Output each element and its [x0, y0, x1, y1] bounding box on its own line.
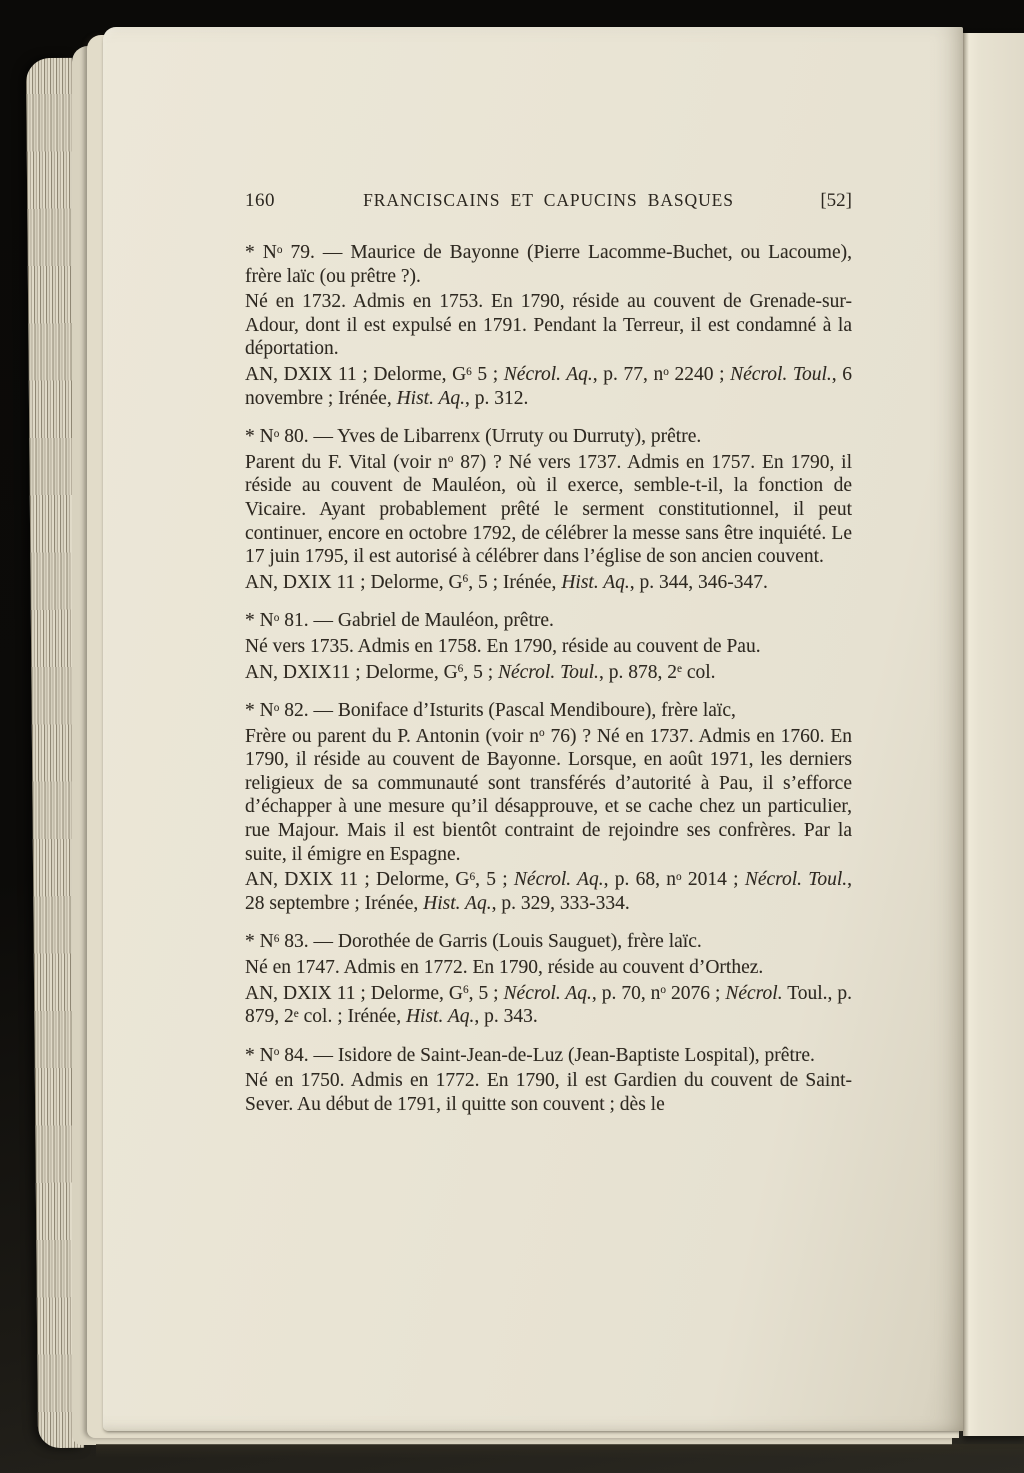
entry-heading — [245, 699, 852, 723]
text-segment: Né en 1732. Admis en 1753. En 1790, réside au couvent de Grenade-sur-Adour, dont il est expulsé en 1791. Pendant la Terreur, il est condamné à la déportation. — [245, 291, 852, 360]
entry-references — [245, 982, 852, 1029]
text-segment: 76) ? Né en 1737. Admis en 1760. En 1790, il réside au couvent de Bayonne. Lorsque, en août 1971, les derniers religieux de sa communauté sont transférés d’autorité à Pau, il s’efforce d’échapper à une mesure qu’il désapprouve, et se cache chez un particulier, rue Majour. Mais il est bientôt contraint de rejoindre ses confrères. Par la suite, il émigre en Espagne. — [245, 725, 852, 865]
text-segment: Né vers 1735. Admis en 1758. En 1790, réside au couvent de Pau. — [245, 635, 761, 657]
register-entry — [245, 699, 852, 915]
text-segment: 82. — Boniface d’Isturits (Pascal Mendiboure), frère laïc, — [279, 700, 736, 722]
text-segment: 79. — Maurice de Bayonne (Pierre Lacomme-Buchet, ou Lacoume), frère laïc (ou prêtre ?). — [245, 242, 852, 287]
entries — [245, 241, 852, 1132]
text-segment: * N — [245, 931, 274, 953]
text-segment: Hist. Aq. — [405, 1006, 475, 1028]
text-segment: , p. 68, n — [603, 869, 676, 891]
entry-references — [245, 661, 852, 685]
entry-body — [245, 956, 852, 980]
text-segment: 87) ? Né vers 1737. Admis en 1757. En 1790, il réside au couvent de Mauléon, où il exerce, semble-t-il, la fonction de Vicaire. Ayant probablement prêté le serment constitutionnel, il peut continuer, encore en octobre 1792, de célébrer la messe sans être inquiété. Le 17 juin 1795, il est autorisé à célébrer dans l’église de son ancien couvent. — [245, 451, 852, 568]
entry-paragraph — [245, 956, 852, 980]
text-segment: Hist. Aq. — [423, 892, 492, 914]
column-reference: [52] — [820, 190, 852, 211]
entry-paragraph — [245, 290, 852, 361]
text-segment: e — [676, 663, 682, 676]
text-segment: Nécrol. Aq. — [513, 869, 604, 891]
text-segment: * N — [245, 242, 277, 263]
entry-paragraph — [245, 725, 852, 867]
text-segment: o — [660, 984, 667, 997]
entry-paragraph — [245, 451, 852, 569]
text-segment: Frère ou parent du P. Antonin (voir n — [245, 725, 539, 747]
book-page — [103, 27, 963, 1431]
adjacent-page — [963, 33, 1024, 1436]
register-entry — [245, 930, 852, 1028]
text-segment: * N — [245, 610, 274, 632]
text-segment: Né en 1747. Admis en 1772. En 1790, réside au couvent d’Orthez. — [245, 957, 764, 979]
text-segment: Nécrol. Toul. — [744, 869, 848, 891]
text-segment: 6 — [273, 933, 280, 946]
text-segment: Né en 1750. Admis en 1772. En 1790, il est Gardien du couvent de Saint-Sever. Au début de 1791, il quitte son couvent ; dès le — [245, 1070, 852, 1115]
entry-heading — [245, 609, 852, 633]
text-segment: , p. 343. — [474, 1006, 538, 1028]
entry-paragraph — [245, 635, 852, 659]
entry-body — [245, 725, 852, 867]
text-segment: , 5 ; — [475, 869, 514, 891]
page-number: 160 — [245, 190, 275, 211]
text-segment: 2240 ; — [668, 363, 731, 385]
text-segment: 2076 ; — [666, 982, 726, 1004]
text-segment: 6 — [462, 573, 469, 586]
text-segment: o — [663, 365, 669, 378]
text-segment: , 5 ; — [463, 661, 498, 683]
text-segment: 81. — Gabriel de Mauléon, prêtre. — [279, 610, 554, 632]
text-segment: * N — [245, 426, 274, 448]
entry-references — [245, 571, 852, 595]
entry-paragraph — [245, 1069, 852, 1116]
text-segment: , 6 novembre ; Irénée, — [245, 363, 853, 409]
text-segment: 6 — [469, 870, 476, 883]
text-segment: Nécrol. Toul. — [497, 661, 599, 683]
text-segment: Nécrol. Toul. — [730, 363, 832, 385]
text-segment: , p. 77, n — [592, 363, 664, 385]
text-segment: Nécrol. Aq. — [503, 363, 593, 385]
running-title: FRANCISCAINS ET CAPUCINS BASQUES — [363, 190, 734, 210]
register-entry — [245, 425, 852, 594]
entry-body — [245, 635, 852, 659]
text-segment: o — [447, 453, 454, 466]
register-entry — [245, 1044, 852, 1117]
text-segment: , p. 70, n — [591, 982, 661, 1004]
text-segment: , p. 312. — [465, 387, 529, 409]
text-segment: o — [273, 611, 280, 624]
entry-references — [245, 868, 852, 915]
text-segment: 6 — [457, 663, 464, 676]
text-segment: , 28 septembre ; Irénée, — [245, 869, 853, 914]
entry-heading — [245, 1044, 852, 1068]
entry-body — [245, 451, 852, 569]
page-header — [245, 190, 852, 212]
text-segment: Hist. Aq. — [561, 571, 630, 593]
text-segment: o — [675, 870, 682, 883]
text-segment: Toul., p. 879, 2 — [245, 982, 852, 1028]
text-segment: Nécrol. — [725, 982, 783, 1004]
text-segment: , p. 329, 333-334. — [491, 892, 630, 914]
bottom-page-shadow — [96, 1444, 1024, 1458]
text-segment: AN, DXIX 11 ; Delorme, G — [245, 363, 467, 385]
text-segment: * N — [245, 700, 274, 722]
text-segment: o — [273, 701, 280, 714]
text-segment: e — [293, 1007, 299, 1020]
text-segment: , p. 878, 2 — [598, 661, 677, 683]
entry-heading — [245, 930, 852, 954]
text-segment: Parent du F. Vital (voir n — [245, 451, 448, 473]
text-segment: 83. — Dorothée de Garris (Louis Sauguet), frère laïc. — [279, 931, 702, 953]
text-segment: o — [273, 427, 280, 440]
text-segment: 2014 ; — [681, 869, 745, 891]
text-segment: col. — [681, 661, 716, 683]
text-segment: * N — [245, 1044, 274, 1066]
text-segment: 6 — [462, 984, 469, 997]
register-entry — [245, 609, 852, 684]
entry-references — [245, 363, 852, 410]
entry-body — [245, 1069, 852, 1116]
text-segment: Hist. Aq. — [396, 387, 466, 409]
register-entry — [245, 241, 852, 410]
text-segment: , 5 ; — [468, 982, 504, 1004]
text-segment: , 5 ; Irénée, — [468, 571, 562, 593]
text-segment: o — [273, 1046, 280, 1059]
entry-heading — [245, 241, 852, 288]
entry-heading — [245, 425, 852, 449]
text-segment: , p. 344, 346-347. — [629, 571, 768, 593]
text-segment: AN, DXIX 11 ; Delorme, G — [245, 571, 463, 593]
text-segment: o — [276, 243, 283, 256]
text-segment: col. ; Irénée, — [298, 1006, 406, 1028]
entry-body — [245, 290, 852, 361]
text-segment: AN, DXIX 11 ; Delorme, G — [245, 869, 470, 891]
text-segment: AN, DXIX11 ; Delorme, G — [245, 661, 458, 683]
text-segment: 84. — Isidore de Saint-Jean-de-Luz (Jean-Baptiste Lospital), prêtre. — [279, 1044, 815, 1066]
text-segment: 80. — Yves de Libarrenx (Urruty ou Durruty), prêtre. — [279, 426, 702, 448]
text-segment: AN, DXIX 11 ; Delorme, G — [245, 982, 463, 1004]
text-segment: Nécrol. Aq. — [503, 982, 592, 1004]
text-segment: 5 ; — [471, 363, 504, 385]
text-segment: o — [539, 727, 545, 740]
text-segment: 6 — [466, 365, 472, 378]
